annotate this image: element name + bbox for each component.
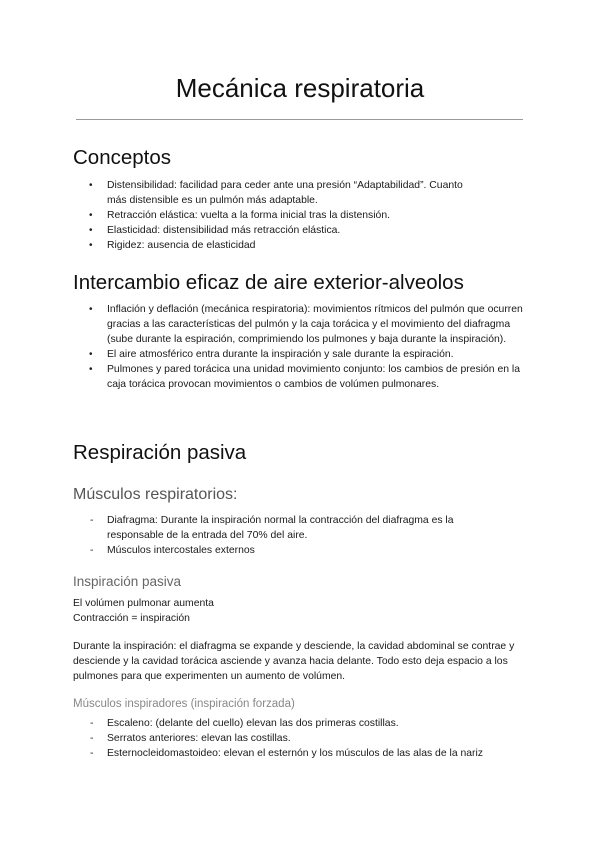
- inspiradores-list: [73, 716, 533, 761]
- list-item: • Pulmones y pared torácica una unidad movimiento conjunto: los cambios de presión en la caja torácica provocan movimientos o cambios de volúmen pulmonares.: [73, 362, 535, 392]
- subheading-musculos-respiratorios: Músculos respiratorios:: [73, 486, 238, 503]
- inspiracion-line-2: Contracción = inspiración: [73, 613, 190, 624]
- list-item: - Escaleno: (delante del cuello) elevan las dos primeras costillas.: [73, 716, 533, 731]
- page-title: Mecánica respiratoria: [175, 73, 425, 103]
- inspiracion-paragraph: Durante la inspiración: el diafragma se expande y desciende, la cavidad abdominal se contrae y desciende y la cavidad torácica asciende y avanza hacia delante. Todo esto deja espacio a los pulmones para que experimenten un aumento de volúmen.: [73, 641, 515, 682]
- inspiracion-line-1: El volúmen pulmonar aumenta: [73, 598, 214, 609]
- list-item: • El aire atmosférico entra durante la inspiración y sale durante la espiración.: [73, 347, 535, 362]
- section-heading-intercambio: Intercambio eficaz de aire exterior-alveolos: [73, 271, 464, 294]
- musculos-list: [73, 513, 513, 558]
- list-item: • Retracción elástica: vuelta a la forma inicial tras la distensión.: [73, 208, 473, 223]
- list-item: • Elasticidad: distensibilidad más retracción elástica.: [73, 223, 473, 238]
- list-item: • Inflación y deflación (mecánica respiratoria): movimientos rítmicos del pulmón que ocurren gracias a las características del pulmón y la caja torácica y el movimiento del diafragma (sube durante la espiración, comprimiendo los pulmones y baja durante la inspiración).: [73, 302, 535, 347]
- list-item: - Diafragma: Durante la inspiración normal la contracción del diafragma es la responsable de la entrada del 70% del aire.: [73, 513, 513, 543]
- section-heading-conceptos: Conceptos: [73, 146, 172, 169]
- list-item: - Serratos anteriores: elevan las costillas.: [73, 731, 533, 746]
- list-item: - Esternocleidomastoideo: elevan el esternón y los músculos de las alas de la nariz: [73, 746, 533, 761]
- subheading-inspiracion-pasiva: Inspiración pasiva: [73, 574, 182, 589]
- section-heading-respiracion-pasiva: Respiración pasiva: [73, 441, 247, 464]
- list-item: • Rigidez: ausencia de elasticidad: [73, 238, 473, 253]
- title-divider: [76, 119, 523, 120]
- conceptos-list: [73, 178, 473, 253]
- subheading-musculos-inspiradores: Músculos inspiradores (inspiración forzada): [73, 698, 295, 710]
- list-item: - Músculos intercostales externos: [73, 543, 513, 558]
- intercambio-list: [73, 302, 535, 392]
- list-item: • Distensibilidad: facilidad para ceder ante una presión “Adaptabilidad”. Cuanto más distensible es un pulmón más adaptable.: [73, 178, 473, 208]
